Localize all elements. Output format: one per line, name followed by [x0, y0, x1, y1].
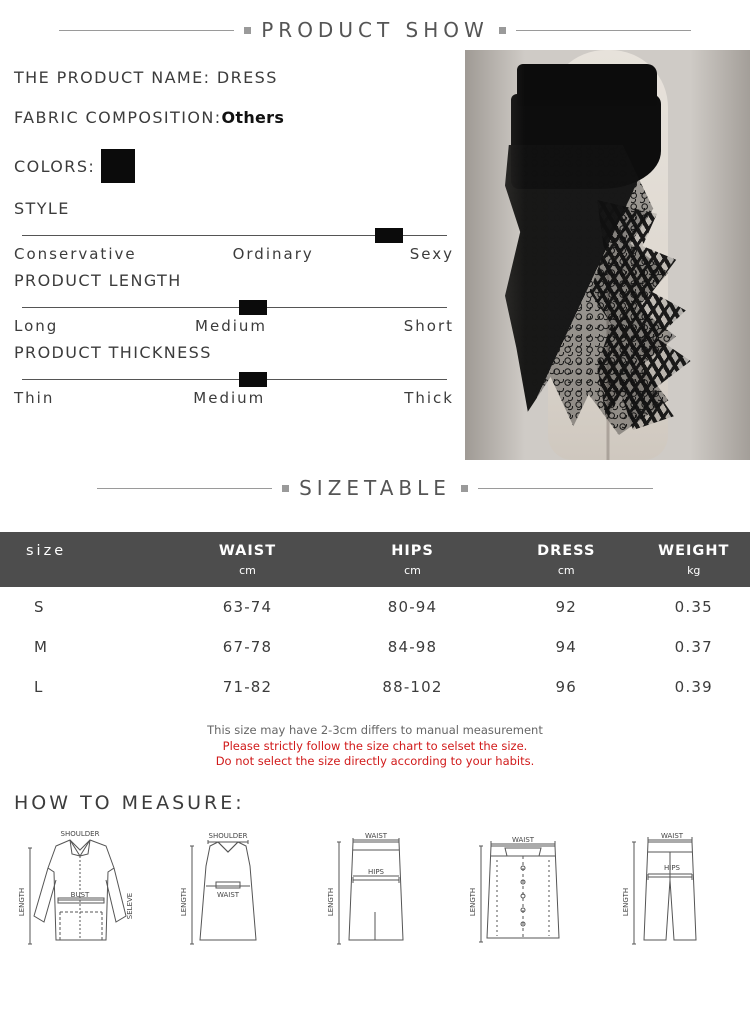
svg-text:HIPS: HIPS	[664, 864, 681, 872]
attribute-product-length-option-2: Short	[404, 317, 454, 335]
scale-bar	[22, 379, 447, 380]
attribute-product-thickness-option-1: Medium	[193, 389, 265, 407]
attribute-product-length-option-0: Long	[14, 317, 58, 335]
size-table-notes	[0, 723, 750, 770]
size-note-measurement: This size may have 2-3cm differs to manual measurement	[0, 723, 750, 739]
cell-size-s: S	[0, 587, 165, 627]
header-rule-left	[97, 488, 272, 489]
attribute-style	[14, 199, 464, 263]
cell-hips-m: 84-98	[330, 627, 495, 667]
size-table-unit-hips: cm	[330, 563, 495, 587]
size-table-unit-waist: cm	[165, 563, 330, 587]
svg-text:WAIST: WAIST	[216, 891, 239, 899]
attribute-style-marker	[375, 228, 403, 243]
header-rule-left	[59, 30, 234, 31]
table-row	[0, 587, 750, 627]
svg-text:SHOULDER: SHOULDER	[61, 830, 100, 838]
attribute-product-length	[14, 271, 464, 335]
section-header-sizetable	[0, 476, 750, 500]
cell-dress-s: 92	[495, 587, 638, 627]
attribute-product-length-labels	[14, 317, 454, 335]
colors-label: COLORS:	[14, 157, 95, 176]
fabric-composition-row	[14, 108, 464, 127]
attribute-product-length-option-1: Medium	[195, 317, 267, 335]
attribute-style-labels	[14, 245, 454, 263]
header-rule-right	[516, 30, 691, 31]
attribute-product-thickness-title: PRODUCT THICKNESS	[14, 343, 464, 362]
measure-figure-jacket	[10, 820, 150, 975]
svg-text:HIPS: HIPS	[368, 868, 385, 876]
size-note-habits: Do not select the size directly according to your habits.	[0, 754, 750, 770]
svg-text:LENGTH: LENGTH	[180, 887, 188, 915]
how-to-measure-title: HOW TO MEASURE:	[14, 792, 750, 814]
attribute-product-length-title: PRODUCT LENGTH	[14, 271, 464, 290]
cell-weight-m: 0.37	[638, 627, 750, 667]
cell-hips-l: 88-102	[330, 667, 495, 707]
header-square-left	[282, 485, 289, 492]
attribute-product-length-marker	[239, 300, 267, 315]
measure-figure-mini-skirt	[453, 820, 593, 975]
cell-waist-l: 71-82	[165, 667, 330, 707]
size-table-body	[0, 587, 750, 707]
cell-dress-l: 96	[495, 667, 638, 707]
section-header-product-show	[0, 18, 750, 42]
size-table-header-row	[0, 532, 750, 563]
attribute-product-thickness-marker	[239, 372, 267, 387]
cell-size-l: L	[0, 667, 165, 707]
size-table-unit-dress: cm	[495, 563, 638, 587]
size-table-header-dress: DRESS	[495, 532, 638, 563]
cell-dress-m: 94	[495, 627, 638, 667]
table-row	[0, 627, 750, 667]
svg-text:LENGTH: LENGTH	[327, 887, 335, 915]
attribute-product-length-scale	[22, 294, 447, 316]
how-to-measure-figures	[0, 814, 750, 975]
svg-text:WAIST: WAIST	[365, 832, 388, 840]
section-title-product-show: PRODUCT SHOW	[261, 18, 489, 42]
color-swatch-black[interactable]	[101, 149, 135, 183]
colors-row	[14, 149, 464, 183]
svg-text:LENGTH: LENGTH	[18, 887, 26, 915]
photo-waistband	[517, 64, 657, 106]
attribute-product-thickness-option-2: Thick	[404, 389, 454, 407]
svg-text:WAIST: WAIST	[511, 836, 534, 844]
attribute-style-option-0: Conservative	[14, 245, 137, 263]
fabric-composition-value: Others	[221, 108, 284, 127]
attribute-style-title: STYLE	[14, 199, 464, 218]
header-square-right	[499, 27, 506, 34]
photo-shadow-left	[465, 50, 525, 460]
section-title-sizetable: SIZETABLE	[299, 476, 451, 500]
product-photo	[465, 50, 750, 460]
scale-bar	[22, 307, 447, 308]
cell-waist-s: 63-74	[165, 587, 330, 627]
product-attribute-column	[14, 68, 464, 415]
attribute-product-thickness-scale	[22, 366, 447, 388]
attribute-product-thickness-labels	[14, 389, 454, 407]
header-square-left	[244, 27, 251, 34]
svg-text:LENGTH: LENGTH	[622, 887, 630, 915]
header-rule-right	[478, 488, 653, 489]
svg-text:SELEVE: SELEVE	[126, 892, 134, 918]
table-row	[0, 667, 750, 707]
size-table-header-hips: HIPS	[330, 532, 495, 563]
measure-figure-long-skirt	[305, 820, 445, 975]
header-square-right	[461, 485, 468, 492]
size-note-follow-chart: Please strictly follow the size chart to selset the size.	[0, 739, 750, 755]
size-table-wrapper	[0, 532, 750, 770]
svg-text:WAIST: WAIST	[661, 832, 684, 840]
svg-text:SHOULDER: SHOULDER	[208, 832, 247, 840]
size-table	[0, 532, 750, 707]
photo-shadow-right	[690, 50, 750, 460]
measure-figure-tank-dress	[158, 820, 298, 975]
size-table-unit-weight: kg	[638, 563, 750, 587]
attribute-style-option-1: Ordinary	[233, 245, 314, 263]
product-name-row: THE PRODUCT NAME: DRESS	[14, 68, 464, 87]
cell-weight-l: 0.39	[638, 667, 750, 707]
svg-text:LENGTH: LENGTH	[469, 887, 477, 915]
cell-hips-s: 80-94	[330, 587, 495, 627]
size-table-header-waist: WAIST	[165, 532, 330, 563]
product-info-area	[0, 68, 750, 458]
cell-weight-s: 0.35	[638, 587, 750, 627]
size-table-header-weight: WEIGHT	[638, 532, 750, 563]
attribute-style-scale	[22, 222, 447, 244]
cell-waist-m: 67-78	[165, 627, 330, 667]
svg-text:BUST: BUST	[71, 891, 90, 899]
measure-figure-trousers	[600, 820, 740, 975]
cell-size-m: M	[0, 627, 165, 667]
size-table-unit-size	[0, 563, 165, 587]
size-table-units-row	[0, 563, 750, 587]
fabric-composition-label: FABRIC COMPOSITION:	[14, 108, 221, 127]
attribute-product-thickness-option-0: Thin	[14, 389, 54, 407]
attribute-product-thickness	[14, 343, 464, 407]
attribute-style-option-2: Sexy	[410, 245, 454, 263]
size-table-head	[0, 532, 750, 587]
size-table-header-size: size	[0, 532, 165, 563]
